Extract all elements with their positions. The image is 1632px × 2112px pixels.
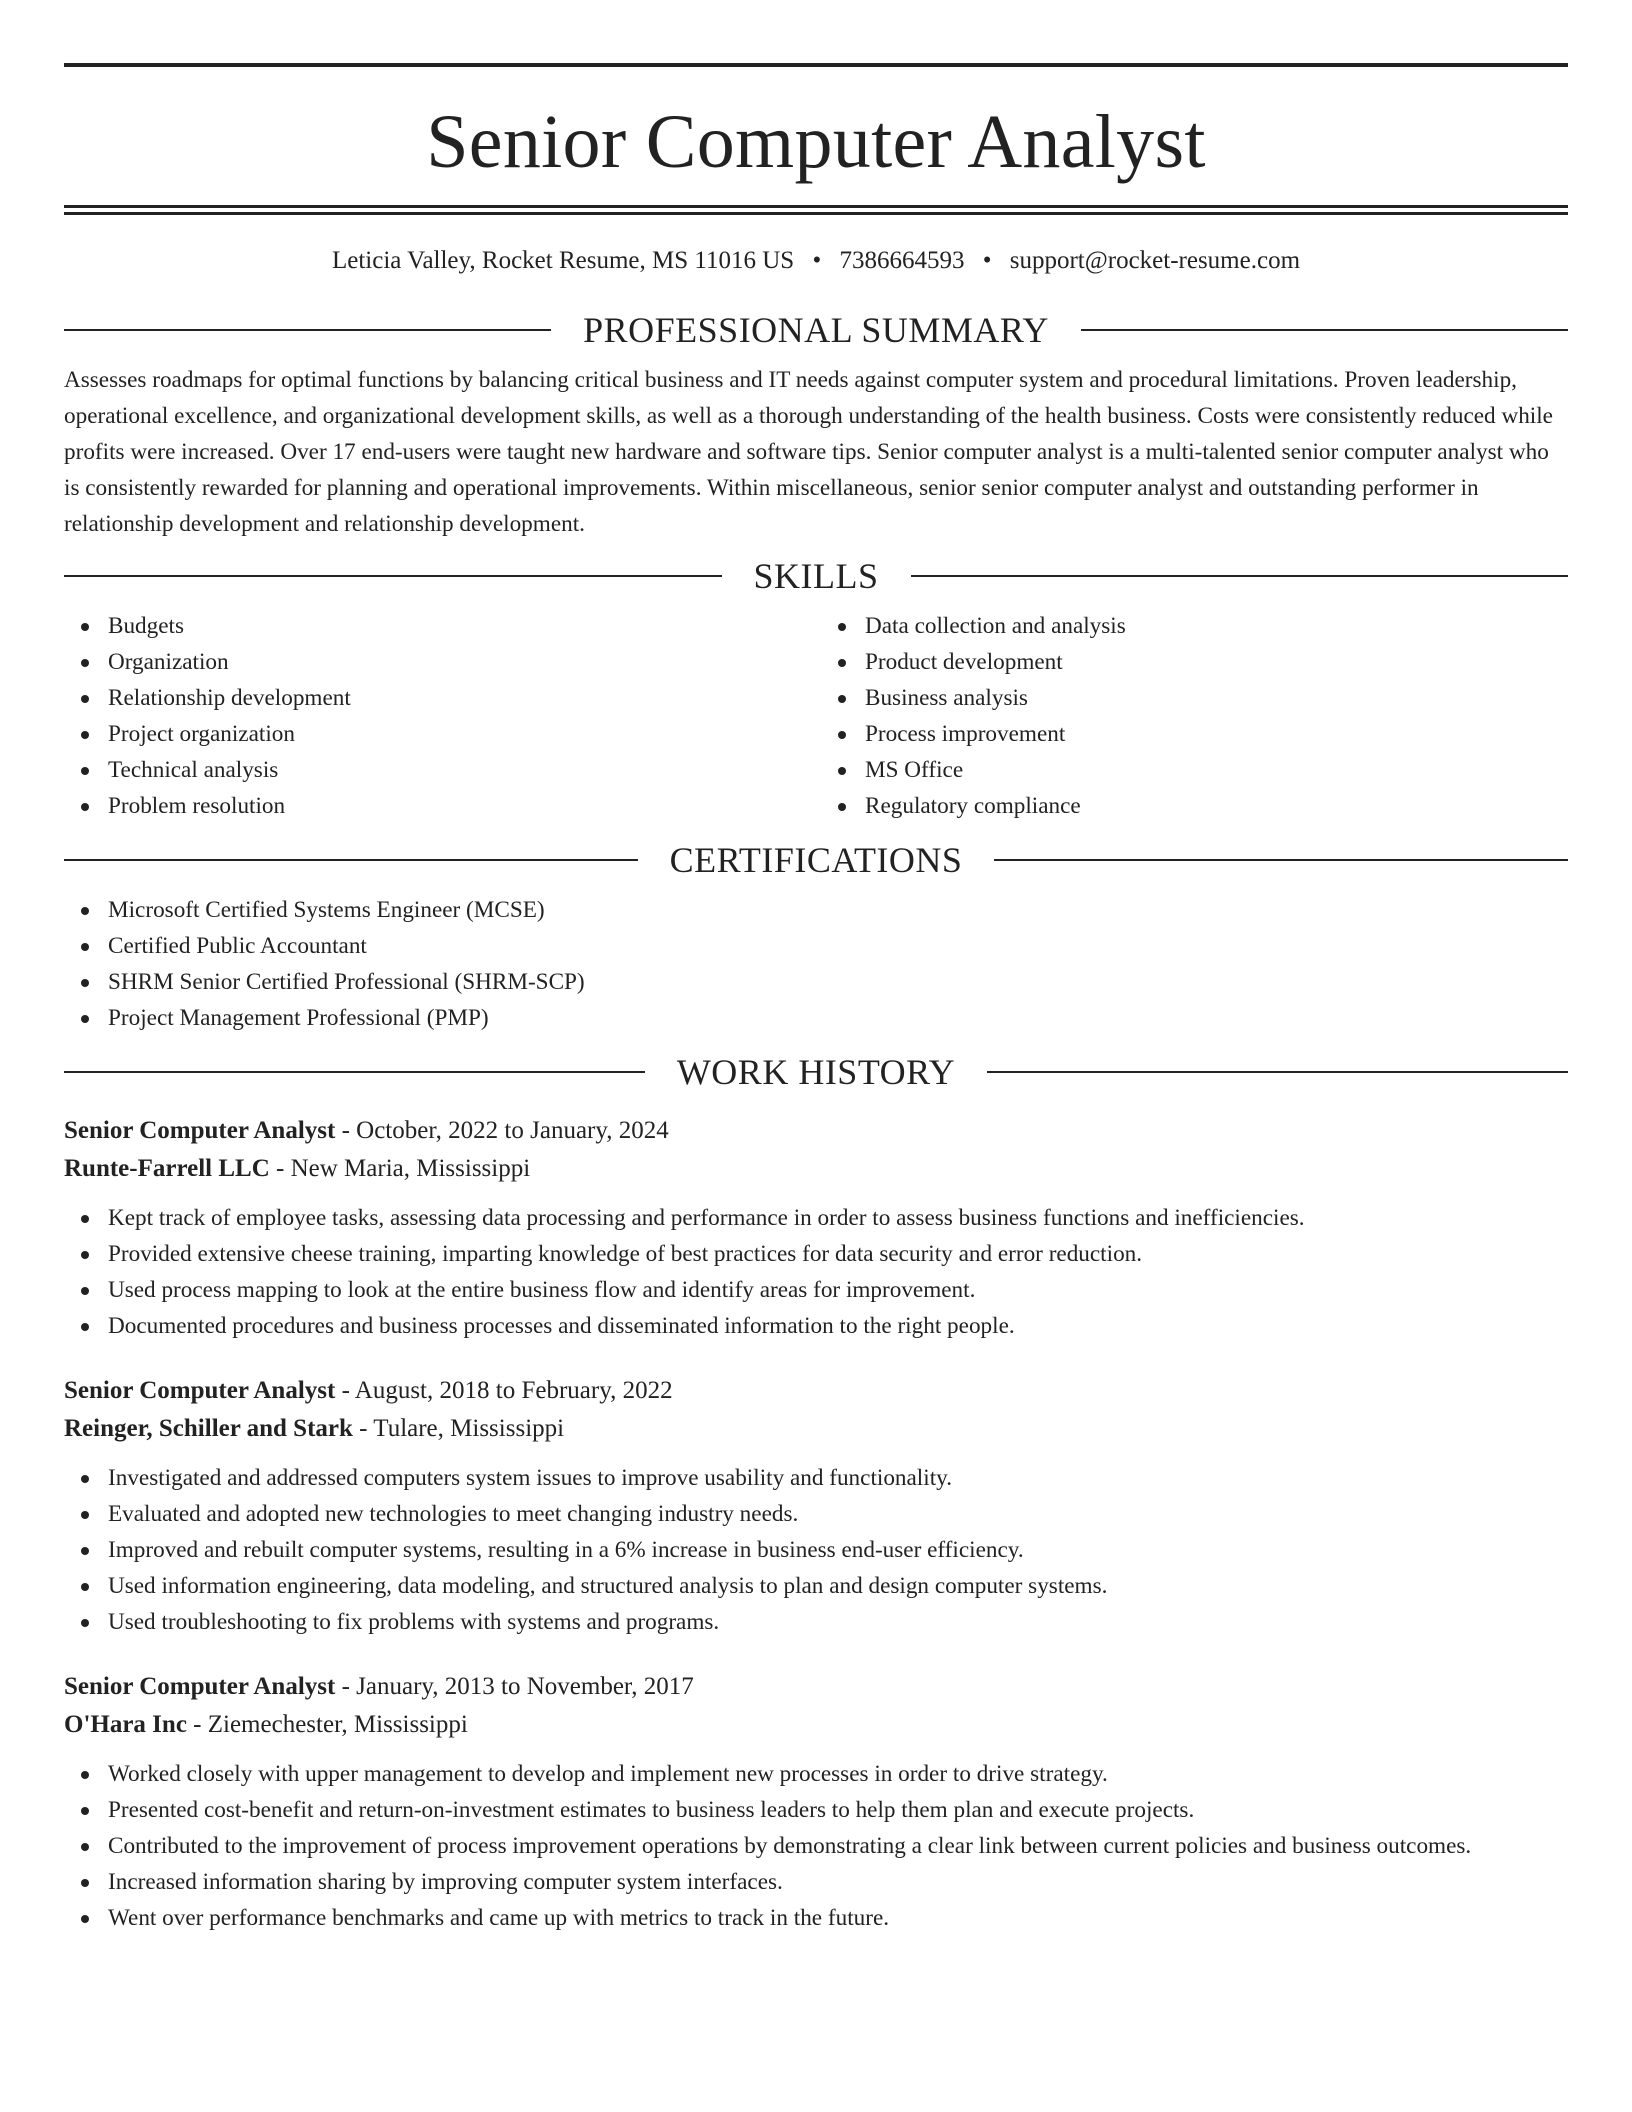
title-double-rule (64, 205, 1568, 215)
job-dates: - August, 2018 to February, 2022 (335, 1377, 673, 1404)
job-company-line (64, 1150, 1568, 1188)
job-bullet: Kept track of employee tasks, assessing data processing and performance in order to assess business functions and inefficiencies. (64, 1200, 1568, 1236)
contact-phone: 7386664593 (839, 247, 965, 274)
skill-item: Business analysis (821, 680, 1568, 716)
skill-item: MS Office (821, 752, 1568, 788)
skill-item: Technical analysis (64, 752, 811, 788)
contact-separator: • (812, 247, 822, 274)
job-company-line (64, 1706, 1568, 1744)
certification-item: SHRM Senior Certified Professional (SHRM-SCP) (64, 964, 1568, 1000)
skill-item: Data collection and analysis (821, 608, 1568, 644)
skill-item: Project organization (64, 716, 811, 752)
job-title-line (64, 1372, 1568, 1410)
summary-heading (64, 308, 1568, 352)
heading-rule (64, 859, 638, 861)
job-location: - Tulare, Mississippi (352, 1415, 565, 1442)
job-company: Reinger, Schiller and Stark (64, 1415, 353, 1442)
job-entry (64, 1668, 1568, 1936)
job-entry (64, 1112, 1568, 1344)
job-bullet: Provided extensive cheese training, imparting knowledge of best practices for data security and error reduction. (64, 1236, 1568, 1272)
job-bullet: Investigated and addressed computers system issues to improve usability and functionality. (64, 1460, 1568, 1496)
job-bullets (64, 1756, 1568, 1936)
job-role: Senior Computer Analyst (64, 1673, 336, 1700)
job-bullet: Documented procedures and business processes and disseminated information to the right people. (64, 1308, 1568, 1344)
job-company: Runte-Farrell LLC (64, 1155, 270, 1182)
job-company: O'Hara Inc (64, 1711, 187, 1738)
skill-item: Regulatory compliance (821, 788, 1568, 824)
job-bullet: Used troubleshooting to fix problems with systems and programs. (64, 1604, 1568, 1640)
job-dates: - January, 2013 to November, 2017 (335, 1673, 694, 1700)
skills-column-left (64, 608, 811, 824)
skills-column-right (811, 608, 1568, 824)
job-bullet: Improved and rebuilt computer systems, resulting in a 6% increase in business end-user efficiency. (64, 1532, 1568, 1568)
job-dates: - October, 2022 to January, 2024 (335, 1117, 669, 1144)
skills-list (64, 608, 1568, 824)
top-rule (64, 63, 1568, 67)
work-history-heading-text: WORK HISTORY (676, 1052, 956, 1092)
contact-line (64, 245, 1568, 277)
skill-item: Organization (64, 644, 811, 680)
heading-rule (911, 575, 1569, 577)
heading-rule (1081, 329, 1568, 331)
job-bullet: Worked closely with upper management to develop and implement new processes in order to drive strategy. (64, 1756, 1568, 1792)
certification-item: Project Management Professional (PMP) (64, 1000, 1568, 1036)
job-bullets (64, 1200, 1568, 1344)
job-bullet: Used process mapping to look at the entire business flow and identify areas for improvement. (64, 1272, 1568, 1308)
job-title-line (64, 1112, 1568, 1150)
resume-title: Senior Computer Analyst (426, 100, 1206, 184)
skill-item: Budgets (64, 608, 811, 644)
job-bullet: Evaluated and adopted new technologies to meet changing industry needs. (64, 1496, 1568, 1532)
job-bullet: Increased information sharing by improving computer system interfaces. (64, 1864, 1568, 1900)
skills-heading (64, 554, 1568, 598)
skill-item: Relationship development (64, 680, 811, 716)
job-title-line (64, 1668, 1568, 1706)
job-entry (64, 1372, 1568, 1640)
certifications-list (64, 892, 1568, 1036)
certification-item: Certified Public Accountant (64, 928, 1568, 964)
job-location: - New Maria, Mississippi (269, 1155, 531, 1182)
job-bullet: Used information engineering, data modeling, and structured analysis to plan and design computer systems. (64, 1568, 1568, 1604)
skill-item: Product development (821, 644, 1568, 680)
skill-item: Process improvement (821, 716, 1568, 752)
job-bullet: Contributed to the improvement of process improvement operations by demonstrating a clear link between current policies and business outcomes. (64, 1828, 1568, 1864)
job-bullet: Went over performance benchmarks and came up with metrics to track in the future. (64, 1900, 1568, 1936)
certification-item: Microsoft Certified Systems Engineer (MCSE) (64, 892, 1568, 928)
job-role: Senior Computer Analyst (64, 1117, 336, 1144)
job-bullets (64, 1460, 1568, 1640)
heading-rule (64, 1071, 645, 1073)
skill-item: Problem resolution (64, 788, 811, 824)
job-location: - Ziemechester, Mississippi (186, 1711, 468, 1738)
summary-heading-text: PROFESSIONAL SUMMARY (583, 310, 1049, 350)
summary-text: Assesses roadmaps for optimal functions by balancing critical business and IT needs against computer system and procedural limitations. Proven leadership, operational excellence, and organizational development skills, as well as a thorough understanding of the health business. Costs were consistently reduced while profits were increased. Over 17 end-users were taught new hardware and software tips. Senior computer analyst is a multi-talented senior computer analyst who is consistently rewarded for planning and operational improvements. Within miscellaneous, senior senior computer analyst and outstanding performer in relationship development and relationship development. (64, 367, 1553, 537)
job-role: Senior Computer Analyst (64, 1377, 336, 1404)
contact-address: Leticia Valley, Rocket Resume, MS 11016 US (331, 247, 795, 274)
heading-rule (987, 1071, 1568, 1073)
heading-rule (64, 329, 551, 331)
contact-email: support@rocket-resume.com (1009, 247, 1301, 274)
heading-rule (994, 859, 1568, 861)
heading-rule (64, 575, 722, 577)
job-bullet: Presented cost-benefit and return-on-investment estimates to business leaders to help them plan and execute projects. (64, 1792, 1568, 1828)
certifications-heading-text: CERTIFICATIONS (669, 840, 963, 880)
resume-page (64, 63, 1568, 1936)
work-history-heading (64, 1050, 1568, 1094)
job-company-line (64, 1410, 1568, 1448)
certifications-heading (64, 838, 1568, 882)
skills-heading-text: SKILLS (753, 556, 879, 596)
contact-separator: • (982, 247, 992, 274)
